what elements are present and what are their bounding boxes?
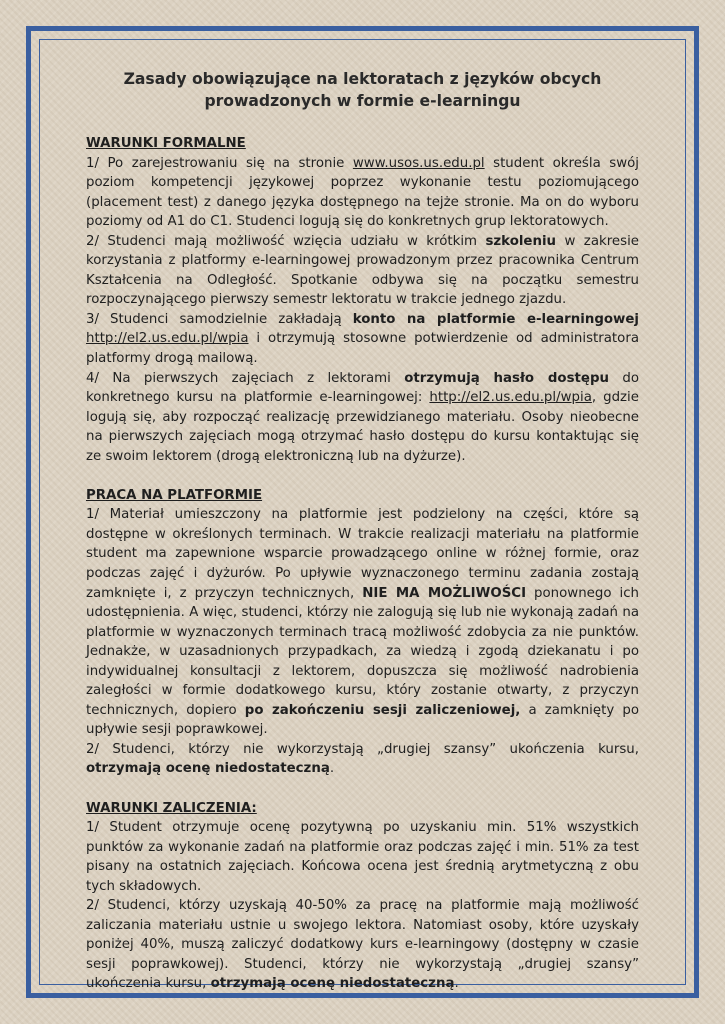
text: 2/ Studenci, którzy uzyskają 40-50% za pracę na platformie mają możliwość zaliczania materiału ustnie u swojego lektora. Natomiast osoby, które uzyskały poniżej 40%, muszą zaliczyć dodatkowy kurs e-learningowy (dostępny w czasie sesji poprawkowej). Studenci, którzy nie wykorzystają „drugiej szansy” ukończenia kursu, xyxy=(86,898,639,992)
bold-text: szkoleniu xyxy=(485,233,557,249)
section-formal-conditions xyxy=(86,134,639,466)
section-passing-conditions xyxy=(86,799,639,994)
text: i otrzymują stosowne potwierdzenie od administratora platformy drogą mailową. xyxy=(86,331,639,367)
bold-text: NIE MA MOŻLIWOŚCI xyxy=(362,585,527,601)
document-title: Zasady obowiązujące na lektoratach z języków obcych prowadzonych w formie e-learningu xyxy=(123,70,602,110)
usos-link[interactable]: www.usos.us.edu.pl xyxy=(352,155,485,171)
text: 3/ Studenci samodzielnie zakładają xyxy=(86,311,353,327)
text: 1/ Po zarejestrowaniu się na stronie xyxy=(86,155,353,171)
text: 1/ Materiał umieszczony na platformie jest podzielony na części, które są dostępne w określonych terminach. W trakcie realizacji materiału na platformie student ma zapewnione wsparcie prowadzącego online w różnej formie, oraz podczas zajęć i dyżurów. Po upływie wyznaczonego terminu zadania zostają zamknięte i, z przyczyn technicznych, xyxy=(86,507,639,601)
section-heading: WARUNKI ZALICZENIA: xyxy=(86,800,257,816)
text: . xyxy=(329,761,335,777)
text: 1/ Student otrzymuje ocenę pozytywną po uzyskaniu min. 51% wszystkich punktów za wykonanie zadań na platformie oraz podczas zajęć i min. 51% za test pisany na ostatnich zajęciach. Końcowa ocena jest średnią arytmetyczną z obu tych składowych. xyxy=(86,820,639,894)
bold-text: otrzymają ocenę niedostateczną xyxy=(210,976,455,992)
paragraph xyxy=(86,154,639,232)
bold-text: konto na platformie e-learningowej xyxy=(352,311,639,327)
text: 4/ Na pierwszych zajęciach z lektorami xyxy=(86,370,405,386)
paragraph xyxy=(86,232,639,310)
bold-text: otrzymują hasło dostępu xyxy=(404,370,609,386)
bold-text: otrzymają ocenę niedostateczną xyxy=(86,761,330,777)
paragraph xyxy=(86,896,639,994)
paragraph xyxy=(86,505,639,740)
document-body xyxy=(86,68,639,1013)
text: . xyxy=(454,976,459,992)
section-platform-work xyxy=(86,486,639,779)
text: ponownego ich udostępnienia. A więc, studenci, którzy nie zalogują się lub nie wykonają zadań na platformie w wyznaczonych terminach tracą możliwość zdobycia za nie punktów. Jednakże, w uzasadnionych przypadkach, za wiedzą i zgodą dziekanatu i po indywidualnej konsultacji z lektorem, dopuszcza się możliwość nadrobienia zaległości w formie dodatkowego kursu, który zostanie otwarty, z przyczyn technicznych, dopiero xyxy=(86,585,639,718)
text: do konkretnego kursu na platformie e-learningowej: xyxy=(86,370,639,406)
section-heading: PRACA NA PLATFORMIE xyxy=(86,487,263,503)
text: 2/ Studenci mają możliwość wzięcia udziału w krótkim xyxy=(86,233,486,249)
text: , gdzie logują się, aby rozpocząć realizację przewidzianego materiału. Osoby nieobecne na pierwszych zajęciach mogą otrzymać hasło dostępu do kursu kontaktując się ze swoim lektorem (drogą elektroniczną lub na dyżurze). xyxy=(86,390,639,464)
paragraph xyxy=(86,369,639,467)
text: w zakresie korzystania z platformy e-learningowej prowadzonym przez pracownika Centrum Kształcenia na Odległość. Spotkanie odbywa się na początku semestru rozpoczynającego pierwszy semestr lektoratu w trakcie jednego zjazdu. xyxy=(86,233,639,308)
section-heading: WARUNKI FORMALNE xyxy=(86,136,246,151)
text: student określa swój poziom kompetencji językowej poprzez wykonanie testu poziomującego (placement test) z danego języka dostępnego na tejże stronie. Ma on do wyboru poziomy od A1 do C1. Studenci logują się do konkretnych grup lektoratowych. xyxy=(86,155,639,230)
platform-link[interactable]: http://el2.us.edu.pl/wpia xyxy=(86,331,249,347)
platform-link[interactable]: http://el2.us.edu.pl/wpia xyxy=(429,390,592,406)
paragraph xyxy=(86,740,639,779)
text: 2/ Studenci, którzy nie wykorzystają „drugiej szansy” ukończenia kursu, xyxy=(86,741,639,757)
paragraph xyxy=(86,818,639,896)
text: a zamknięty po upływie sesji poprawkowej. xyxy=(86,702,639,738)
bold-text: po zakończeniu sesji zaliczeniowej, xyxy=(244,702,521,718)
paragraph xyxy=(86,310,639,369)
